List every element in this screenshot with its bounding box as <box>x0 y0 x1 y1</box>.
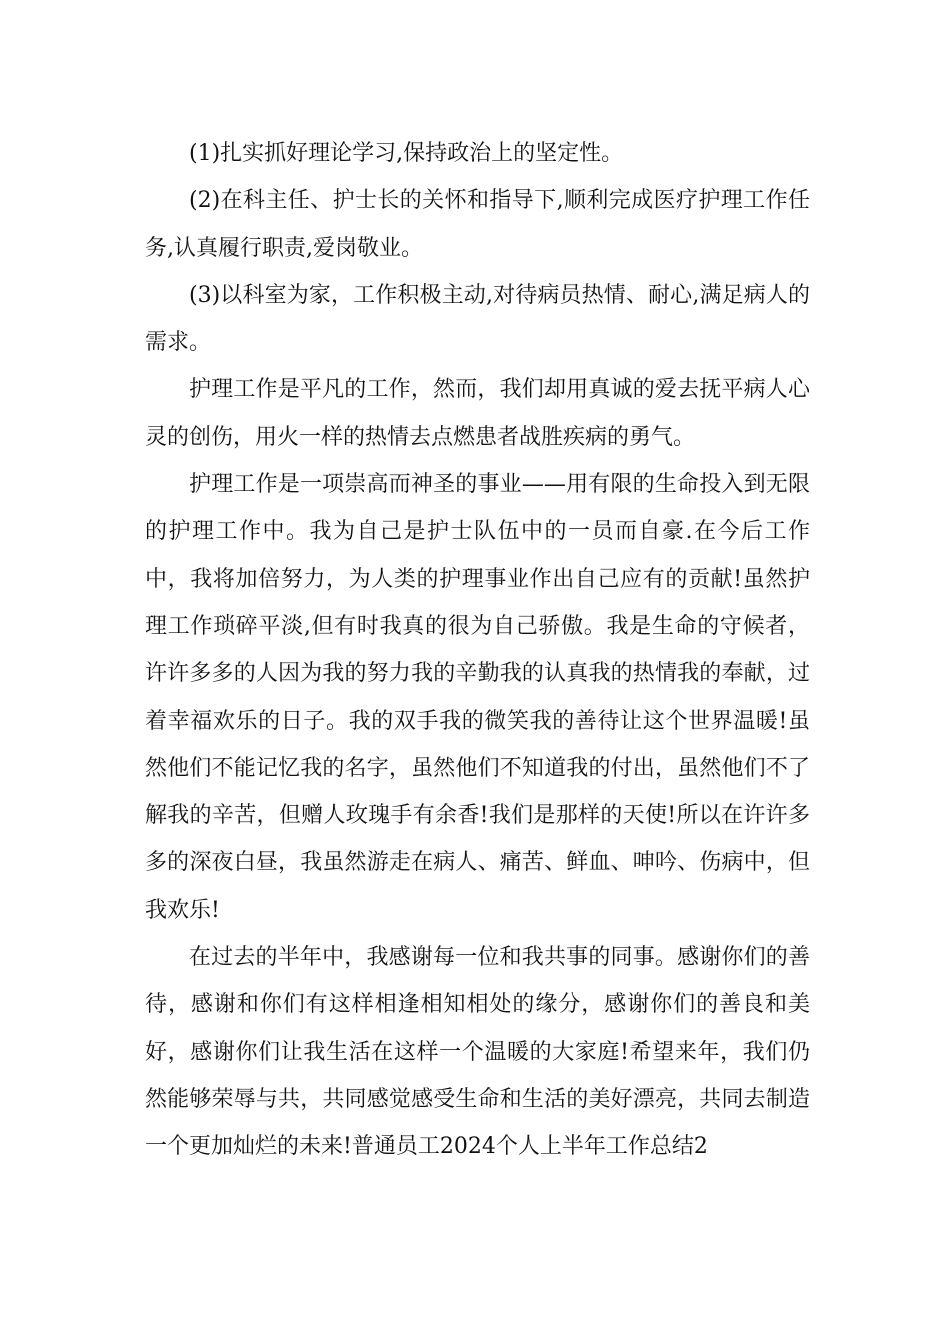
paragraph-4: 护理工作是平凡的工作，然而，我们却用真诚的爱去抚平病人心灵的创伤，用火一样的热情去点燃患者战胜疾病的勇气。 <box>145 377 810 450</box>
paragraph-6: 在过去的半年中，我感谢每一位和我共事的同事。感谢你们的善待，感谢和你们有这样相逢相知相处的缘分，感谢你们的善良和美好，感谢你们让我生活在这样一个温暖的大家庭!希望来年，我们仍然能够荣辱与共，共同感觉感受生命和生活的美好漂亮，共同去制造一个更加灿烂的未来!普通员工2024个人上半年工作总结2 <box>145 945 810 1160</box>
document-body <box>145 130 810 1171</box>
paragraph-3: (3)以科室为家，工作积极主动,对待病员热情、耐心,满足病人的需求。 <box>145 282 810 356</box>
paragraph-2: (2)在科主任、护士长的关怀和指导下,顺利完成医疗护理工作任务,认真履行职责,爱岗敬业。 <box>145 188 810 261</box>
paragraph-1: (1)扎实抓好理论学习,保持政治上的坚定性。 <box>189 141 624 166</box>
paragraph-5: 护理工作是一项崇高而神圣的事业——用有限的生命投入到无限的护理工作中。我为自己是护士队伍中的一员而自豪.在今后工作中，我将加倍努力，为人类的护理事业作出自己应有的贡献!虽然护理工作琐碎平淡,但有时我真的很为自己骄傲。我是生命的守候者，许许多多的人因为我的努力我的辛勤我的认真我的热情我的奉献，过着幸福欢乐的日子。我的双手我的微笑我的善待让这个世界温暖!虽然他们不能记忆我的名字，虽然他们不知道我的付出，虽然他们不了解我的辛苦，但赠人玫瑰手有余香!我们是那样的天使!所以在许许多多的深夜白昼，我虽然游走在病人、痛苦、鲜血、呻吟、伤病中，但我欢乐! <box>145 472 810 923</box>
